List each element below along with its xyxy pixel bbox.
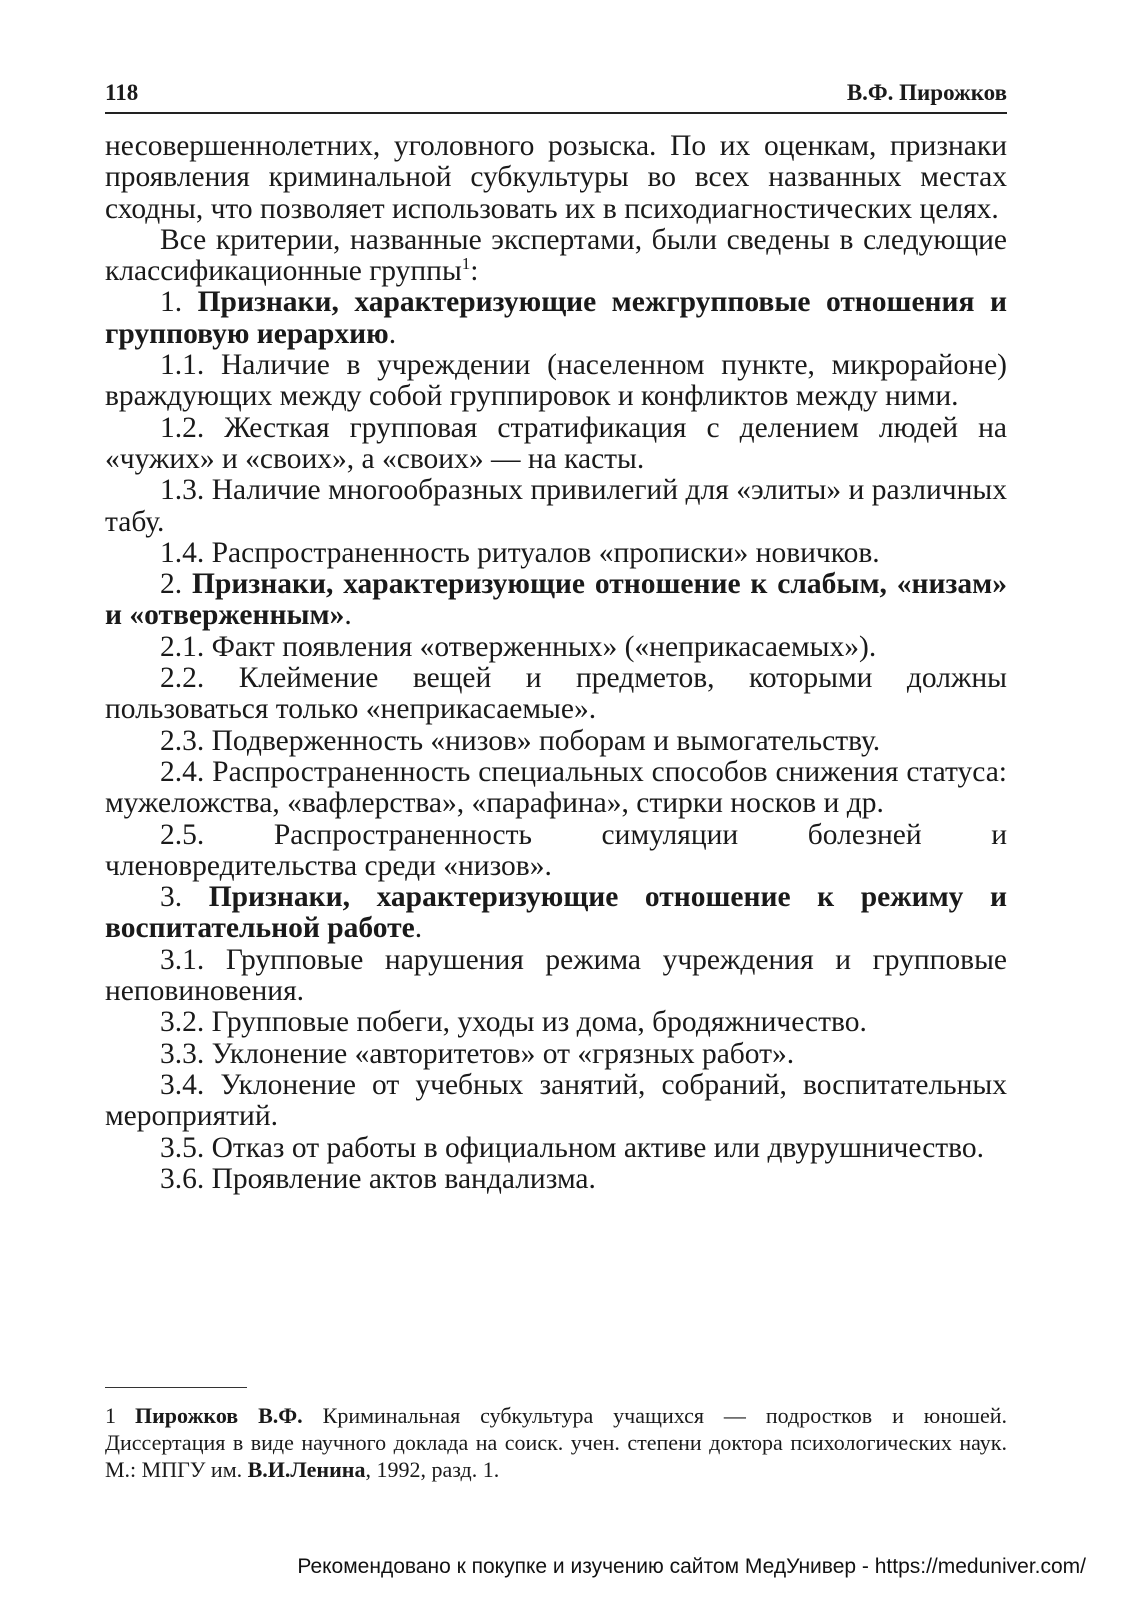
section-dot-3: . — [414, 912, 423, 945]
list-item-2-2: 2.2. Клеймение вещей и предметов, которыми должны пользоваться только «неприкасаемые». — [105, 662, 1007, 726]
footnote-text — [105, 1403, 1007, 1482]
list-item-3-2: 3.2. Групповые побеги, уходы из дома, бродяжничество. — [160, 1006, 867, 1039]
section-title-1: Признаки, характеризующие межгрупповые отношения и групповую иерархию — [105, 286, 1007, 350]
section-dot-1: . — [388, 317, 397, 350]
list-item-2-5: 2.5. Распространенность симуляции болезней и членовредительства среди «низов». — [105, 818, 1007, 882]
list-item-3-3: 3.3. Уклонение «авторитетов» от «грязных работ». — [160, 1037, 795, 1070]
footnote — [105, 1402, 1007, 1483]
paragraph-intro-tail: : — [470, 255, 479, 288]
section-dot-2: . — [344, 599, 352, 632]
page-number: 118 — [105, 80, 139, 105]
main-text — [105, 131, 1007, 1195]
list-item-1-1: 1.1. Наличие в учреждении (населенном пункте, микрорайоне) враждующих между собой группировок и конфликтов между ними. — [105, 349, 1007, 413]
list-item-2-4: 2.4. Распространенность специальных способов снижения статуса: мужеложства, «вафлерства», «парафина», стирки носков и др. — [105, 755, 1007, 820]
section-title-3: Признаки, характеризующие отношение к режиму и воспитательной работе — [105, 881, 1007, 945]
footnote-name: В.И.Ленина — [247, 1457, 366, 1482]
list-item-3-1: 3.1. Групповые нарушения режима учреждения и групповые неповиновения. — [105, 943, 1007, 1008]
section-number-2: 2. — [160, 568, 192, 601]
paragraph-intro-text: Все критерии, названные экспертами, были сведены в следующие классификационные группы — [105, 223, 1007, 288]
list-item-3-4: 3.4. Уклонение от учебных занятий, собраний, воспитательных мероприятий. — [105, 1068, 1007, 1133]
list-item-3-6: 3.6. Проявление актов вандализма. — [160, 1162, 596, 1195]
list-item-2-3: 2.3. Подверженность «низов» поборам и вымогательству. — [160, 724, 881, 757]
section-title-2: Признаки, характеризующие отношение к слабым, «низам» и «отверженным» — [105, 568, 1007, 632]
footnote-mark: 1 — [105, 1403, 116, 1428]
section-heading-3 — [105, 882, 1007, 945]
footnote-body: Криминальная субкультура учащихся — подростков и юношей. Диссертация в виде научного доклада на соиск. учен. степени доктора психологических наук. М.: МПГУ им. — [105, 1403, 1007, 1482]
list-item-3-5: 3.5. Отказ от работы в официальном активе или двурушничество. — [160, 1131, 985, 1164]
running-header — [105, 74, 1007, 114]
footnote-tail: , 1992, разд. 1. — [365, 1457, 500, 1482]
list-item-1-3: 1.3. Наличие многообразных привилегий для «элиты» и различных табу. — [105, 474, 1007, 538]
section-number-1: 1. — [160, 286, 198, 319]
footnote-ref[interactable]: 1 — [461, 254, 471, 274]
list-item-1-2: 1.2. Жесткая групповая стратификация с делением людей на «чужих» и «своих», а «своих» — на касты. — [105, 411, 1007, 475]
list-item-2-1: 2.1. Факт появления «отверженных» («неприкасаемых»). — [160, 630, 877, 663]
footnote-author: Пирожков В.Ф. — [135, 1403, 303, 1428]
paragraph-intro — [105, 225, 1007, 288]
section-number-3: 3. — [160, 881, 209, 914]
footnote-divider — [105, 1387, 247, 1388]
paragraph-continued: несовершеннолетних, уголовного розыска. По их оценкам, признаки проявления криминальной субкультуры во всех названных местах сходны, что позволяет использовать их в психодиагностических целях. — [105, 130, 1007, 225]
section-heading-2 — [105, 569, 1007, 632]
section-heading-1 — [105, 287, 1007, 350]
running-head-author: В.Ф. Пирожков — [846, 80, 1007, 105]
watermark-link[interactable]: Рекомендовано к покупке и изучению сайтом МедУнивер - https://meduniver.com/ — [297, 1555, 1086, 1578]
list-item-1-4: 1.4. Распространенность ритуалов «прописки» новичков. — [160, 536, 880, 569]
